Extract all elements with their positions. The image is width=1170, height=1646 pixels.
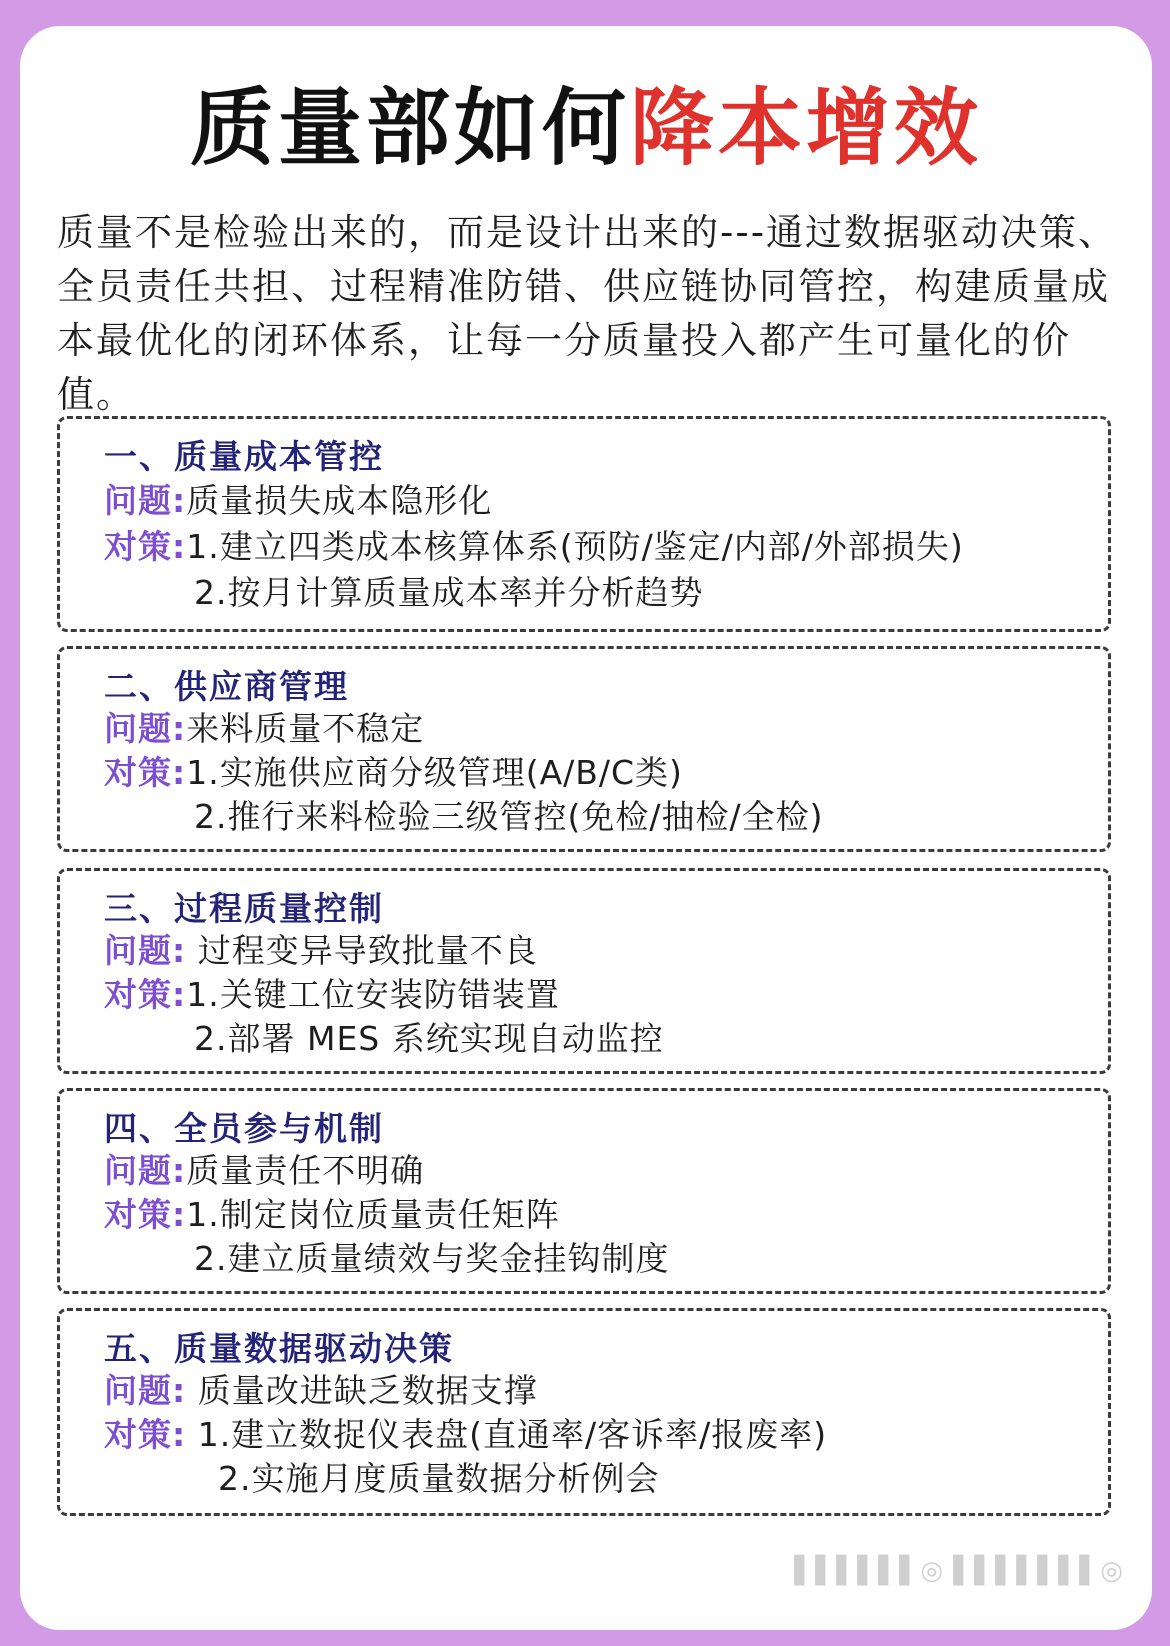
section-title: 一、质量成本管控 xyxy=(104,437,384,476)
solution-label: 对策: xyxy=(104,975,187,1014)
solution-line xyxy=(104,1195,560,1235)
solution-step-1: 1.关键工位安装防错装置 xyxy=(186,975,560,1014)
section-title: 五、质量数据驱动决策 xyxy=(104,1329,454,1368)
solution-label: 对策: xyxy=(104,527,187,566)
solution-step-2: 2.部署 MES 系统实现自动监控 xyxy=(194,1019,664,1058)
solution-label: 对策: xyxy=(104,753,187,792)
solution-label: 对策: xyxy=(104,1195,187,1234)
solution-step-2: 2.按月计算质量成本率并分析趋势 xyxy=(194,573,704,612)
problem-line xyxy=(104,481,492,521)
title-part-red: 降本增效 xyxy=(630,79,983,177)
page-title xyxy=(20,78,1152,178)
solution-step-1: 1.制定岗位质量责任矩阵 xyxy=(186,1195,560,1234)
problem-text: 来料质量不稳定 xyxy=(186,709,425,748)
section-title: 二、供应商管理 xyxy=(104,667,349,706)
content-card xyxy=(20,26,1152,1630)
intro-paragraph: 质量不是检验出来的，而是设计出来的---通过数据驱动决策、全员责任共担、过程精准防错、供应链协同管控，构建质量成本最优化的闭环体系，让每一分质量投入都产生可量化的价值。 xyxy=(57,211,1118,416)
problem-label: 问题: xyxy=(104,1151,187,1190)
problem-label: 问题: xyxy=(104,709,187,748)
solution-line xyxy=(104,753,683,793)
section-process-quality-control xyxy=(57,868,1111,1074)
problem-label: 问题: xyxy=(104,931,187,970)
problem-line xyxy=(104,931,538,971)
solution-line xyxy=(104,975,560,1015)
section-title: 三、过程质量控制 xyxy=(104,889,384,928)
problem-text: 过程变异导致批量不良 xyxy=(186,931,538,970)
section-quality-cost xyxy=(57,416,1111,632)
watermark: ▌▌▌▌▌▌◎ ▌▌▌▌▌▌▌◎ xyxy=(794,1556,1124,1586)
problem-label: 问题: xyxy=(104,1371,187,1410)
problem-text: 质量责任不明确 xyxy=(186,1151,425,1190)
solution-label: 对策: xyxy=(104,1415,187,1454)
solution-step-2: 2.推行来料检验三级管控(免检/抽检/全检) xyxy=(194,797,824,836)
problem-label: 问题: xyxy=(104,481,187,520)
problem-line xyxy=(104,1151,424,1191)
solution-line xyxy=(104,1415,827,1455)
solution-step-2: 2.建立质量绩效与奖金挂钩制度 xyxy=(194,1239,670,1278)
solution-step-1: 1.建立数捉仪表盘(直通率/客诉率/报废率) xyxy=(186,1415,828,1454)
solution-step-1: 1.建立四类成本核算体系(预防/鉴定/内部/外部损失) xyxy=(186,527,964,566)
solution-line xyxy=(104,527,964,567)
problem-text: 质量损失成本隐形化 xyxy=(186,481,493,520)
title-part-black: 质量部如何 xyxy=(189,79,630,177)
problem-line xyxy=(104,709,424,749)
solution-step-2: 2.实施月度质量数据分析例会 xyxy=(218,1459,660,1498)
solution-step-1: 1.实施供应商分级管理(A/B/C类) xyxy=(186,753,683,792)
section-full-participation xyxy=(57,1088,1111,1294)
problem-text: 质量改进缺乏数据支撑 xyxy=(186,1371,538,1410)
section-data-driven-decision xyxy=(57,1308,1111,1516)
section-title: 四、全员参与机制 xyxy=(104,1109,384,1148)
section-supplier-management xyxy=(57,646,1111,852)
problem-line xyxy=(104,1371,538,1411)
